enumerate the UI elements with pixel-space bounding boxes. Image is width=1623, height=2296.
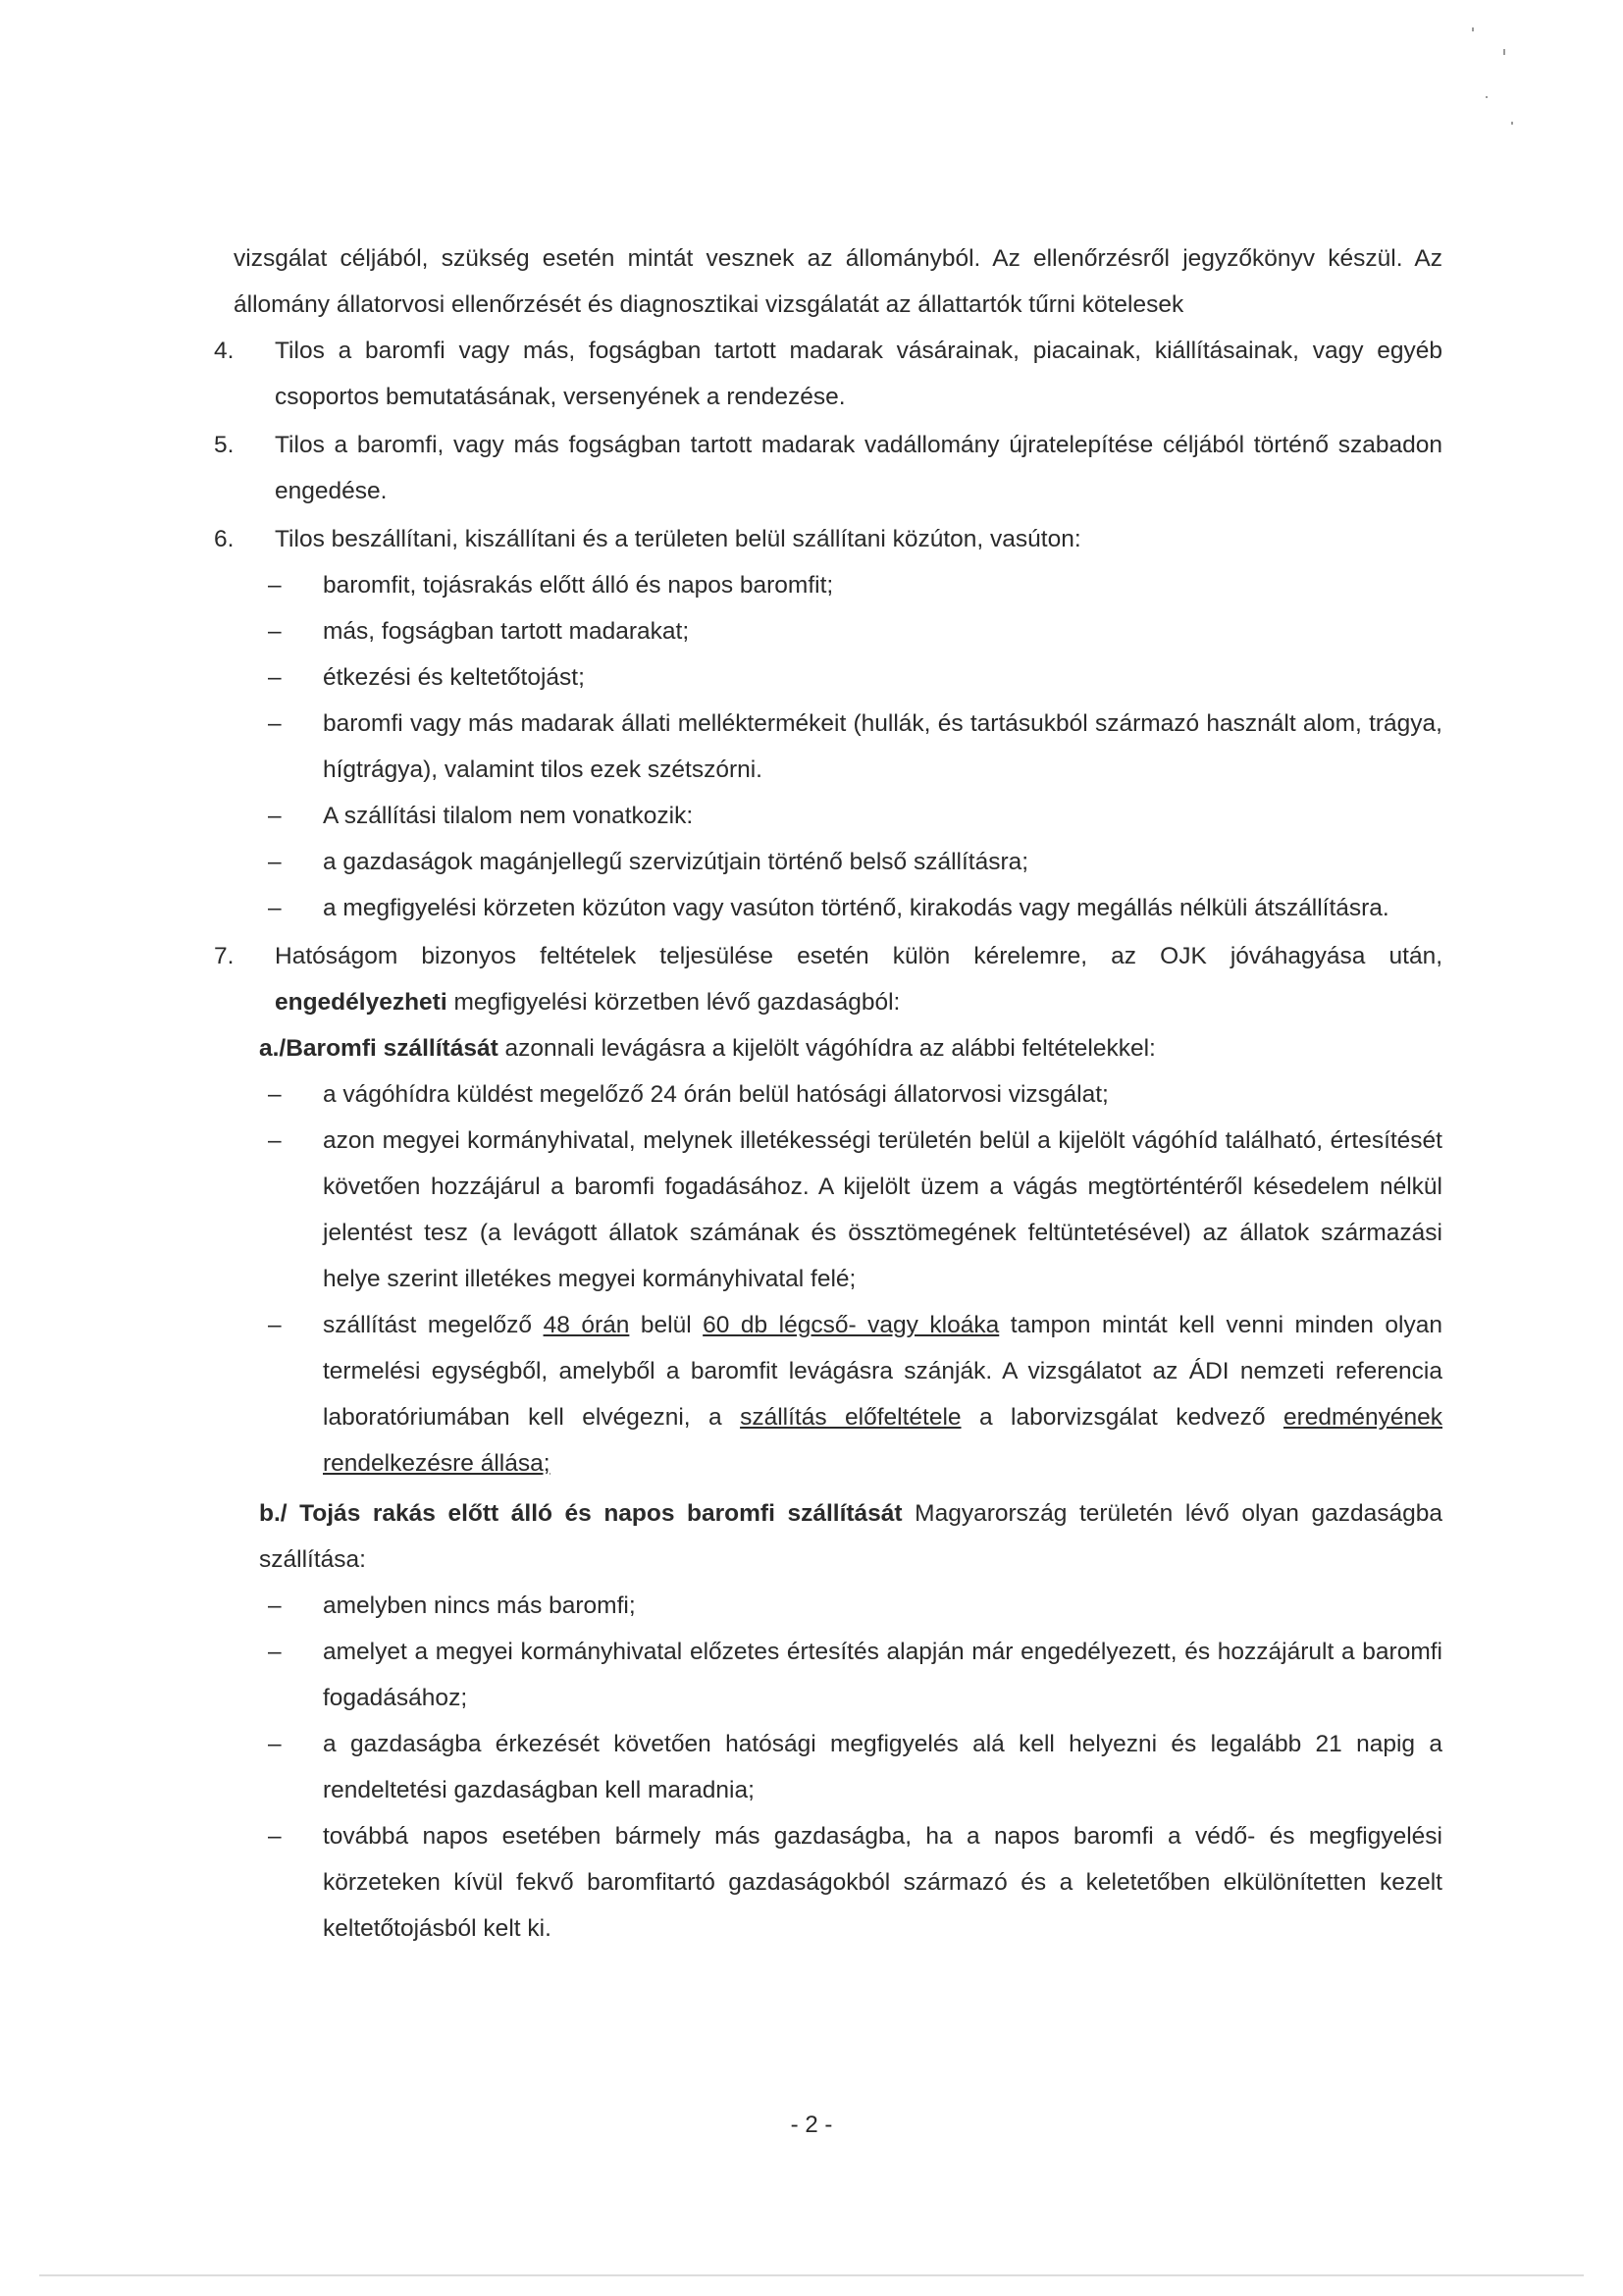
bullet-text: amelyben nincs más baromfi; xyxy=(323,1592,636,1619)
bold-term: engedélyezheti xyxy=(275,989,447,1016)
bullet-text: más, fogságban tartott madarakat; xyxy=(323,618,690,645)
list-item xyxy=(234,654,1442,701)
scan-speck xyxy=(1503,49,1505,55)
dash-bullet: – xyxy=(268,1592,282,1619)
list-item xyxy=(234,1118,1442,1302)
dash-bullet: – xyxy=(268,895,282,921)
scan-speck xyxy=(1472,27,1474,31)
list-item xyxy=(234,608,1442,654)
list-item-6 xyxy=(214,516,1442,562)
bullet-text: amelyet a megyei kormányhivatal előzetes értesítés alapján már engedélyezett, és hozzájárult a baromfi fogadásához; xyxy=(323,1639,1442,1711)
dash-bullet: – xyxy=(268,710,282,737)
bullet-text: baromfit, tojásrakás előtt álló és napos baromfit; xyxy=(323,572,834,599)
subsection-text: azonnali levágásra a kijelölt vágóhídra az alábbi feltételekkel: xyxy=(504,1035,1156,1062)
bullet-text: szállítást megelőző xyxy=(323,1312,533,1338)
bold-term: b./ Tojás rakás előtt álló és napos baromfi szállítását xyxy=(259,1500,903,1527)
underlined-text: 60 db légcső- vagy kloáka xyxy=(703,1312,1000,1338)
list-item xyxy=(234,1813,1442,1952)
list-item xyxy=(234,1071,1442,1118)
list-item xyxy=(234,701,1442,793)
list-item-text: Tilos a baromfi, vagy más fogságban tartott madarak vadállomány újratelepítése céljából történő szabadon engedése. xyxy=(275,432,1442,504)
dash-bullet: – xyxy=(268,1127,282,1154)
dash-bullet: – xyxy=(268,1639,282,1665)
bullet-text: a megfigyelési körzeten közúton vagy vasúton történő, kirakodás vagy megállás nélküli átszállításra. xyxy=(323,895,1389,921)
underlined-text: 48 órán xyxy=(543,1312,630,1338)
bullet-text: a gazdaságok magánjellegű szervizútjain történő belső szállításra; xyxy=(323,849,1029,875)
document-body xyxy=(214,235,1443,1952)
dash-bullet: – xyxy=(268,803,282,829)
subsection-text: Magyarország területén lévő olyan gazdaságba szállítása: xyxy=(259,1500,1443,1573)
subsection-a-bullet-list xyxy=(234,1071,1442,1487)
list-item xyxy=(234,1629,1442,1721)
scan-speck xyxy=(1511,122,1513,125)
dash-bullet: – xyxy=(268,1731,282,1757)
list-item xyxy=(234,839,1442,885)
dash-bullet: – xyxy=(268,1823,282,1850)
subsection-b-bullet-list xyxy=(234,1583,1442,1952)
bullet-text: belül xyxy=(640,1312,692,1338)
underlined-text: eredményének rendelkezésre állása; xyxy=(323,1404,1443,1477)
dash-bullet: – xyxy=(268,618,282,645)
bullet-text: tampon mintát kell venni minden olyan termelési egységből, amelyből a baromfit levágásra szánják. A vizsgálatot az ÁDI nemzeti referencia laboratóriumában kell elvégezni, a xyxy=(323,1312,1442,1431)
list-item xyxy=(234,562,1442,608)
dash-bullet: – xyxy=(268,849,282,875)
item6-bullet-list xyxy=(234,562,1442,931)
list-item-5 xyxy=(214,422,1442,514)
list-number: 5. xyxy=(214,432,235,458)
dash-bullet: – xyxy=(268,572,282,599)
list-item xyxy=(234,1583,1442,1629)
list-item xyxy=(234,793,1442,839)
scan-speck xyxy=(1486,96,1488,98)
page-number: - 2 - xyxy=(790,2112,833,2138)
list-number: 4. xyxy=(214,338,235,364)
subsection-a-heading xyxy=(234,1025,1442,1071)
list-item xyxy=(234,1302,1442,1487)
bullet-text: azon megyei kormányhivatal, melynek illetékességi területén belül a kijelölt vágóhíd található, értesítését követően hozzájárul a baromfi fogadásához. A kijelölt üzem a vágás megtörténtéről késedelem nélkül jelentést tesz (a levágott állatok számának és össztömegének feltüntetésével) az állatok származási helye szerint illetékes megyei kormányhivatal felé; xyxy=(323,1127,1442,1292)
list-item-text: Tilos a baromfi vagy más, fogságban tartott madarak vásárainak, piacainak, kiállításainak, vagy egyéb csoportos bemutatásának, versenyének a rendezése. xyxy=(275,338,1442,410)
underlined-text: szállítás előfeltétele xyxy=(740,1404,962,1431)
bullet-text: továbbá napos esetében bármely más gazdaságba, ha a napos baromfi a védő- és megfigyelési körzeteken kívül fekvő baromfitartó gazdaságokból származó és a keletetőben elkülönítetten kezelt keltetőtojásból kelt ki. xyxy=(323,1823,1442,1942)
scan-edge-line xyxy=(39,2274,1584,2276)
list-item xyxy=(234,1721,1442,1813)
dash-bullet: – xyxy=(268,1312,282,1338)
list-item-4 xyxy=(214,328,1442,420)
bullet-text: étkezési és keltetőtojást; xyxy=(323,664,585,691)
bullet-text: baromfi vagy más madarak állati melléktermékeit (hullák, és tartásukból származó használt alom, trágya, hígtrágya), valamint tilos ezek szétszórni. xyxy=(323,710,1442,783)
dash-bullet: – xyxy=(268,664,282,691)
list-item-7 xyxy=(214,933,1442,1025)
intro-paragraph: vizsgálat céljából, szükség esetén mintát vesznek az állományból. Az ellenőrzésről jegyzőkönyv készül. Az állomány állatorvosi ellenőrzését és diagnosztikai vizsgálatát az állattartók tűrni kötelesek xyxy=(234,245,1442,318)
bullet-text: A szállítási tilalom nem vonatkozik: xyxy=(323,803,694,829)
subsection-b-heading xyxy=(234,1490,1442,1583)
list-item-text: Tilos beszállítani, kiszállítani és a területen belül szállítani közúton, vasúton: xyxy=(275,526,1081,552)
list-item-text: megfigyelési körzetben lévő gazdaságból: xyxy=(453,989,901,1016)
list-item xyxy=(234,885,1442,931)
list-number: 6. xyxy=(214,526,235,552)
bullet-text: a vágóhídra küldést megelőző 24 órán belül hatósági állatorvosi vizsgálat; xyxy=(323,1081,1109,1108)
bold-term: a./Baromfi szállítását xyxy=(259,1035,498,1062)
bullet-text: a gazdaságba érkezését követően hatósági megfigyelés alá kell helyezni és legalább 21 napig a rendeltetési gazdaságban kell maradnia; xyxy=(323,1731,1442,1803)
bullet-text: a laborvizsgálat kedvező xyxy=(978,1404,1266,1431)
list-number: 7. xyxy=(214,943,235,969)
list-item-text: Hatóságom bizonyos feltételek teljesülése esetén külön kérelemre, az OJK jóváhagyása után, xyxy=(275,943,1442,969)
dash-bullet: – xyxy=(268,1081,282,1108)
